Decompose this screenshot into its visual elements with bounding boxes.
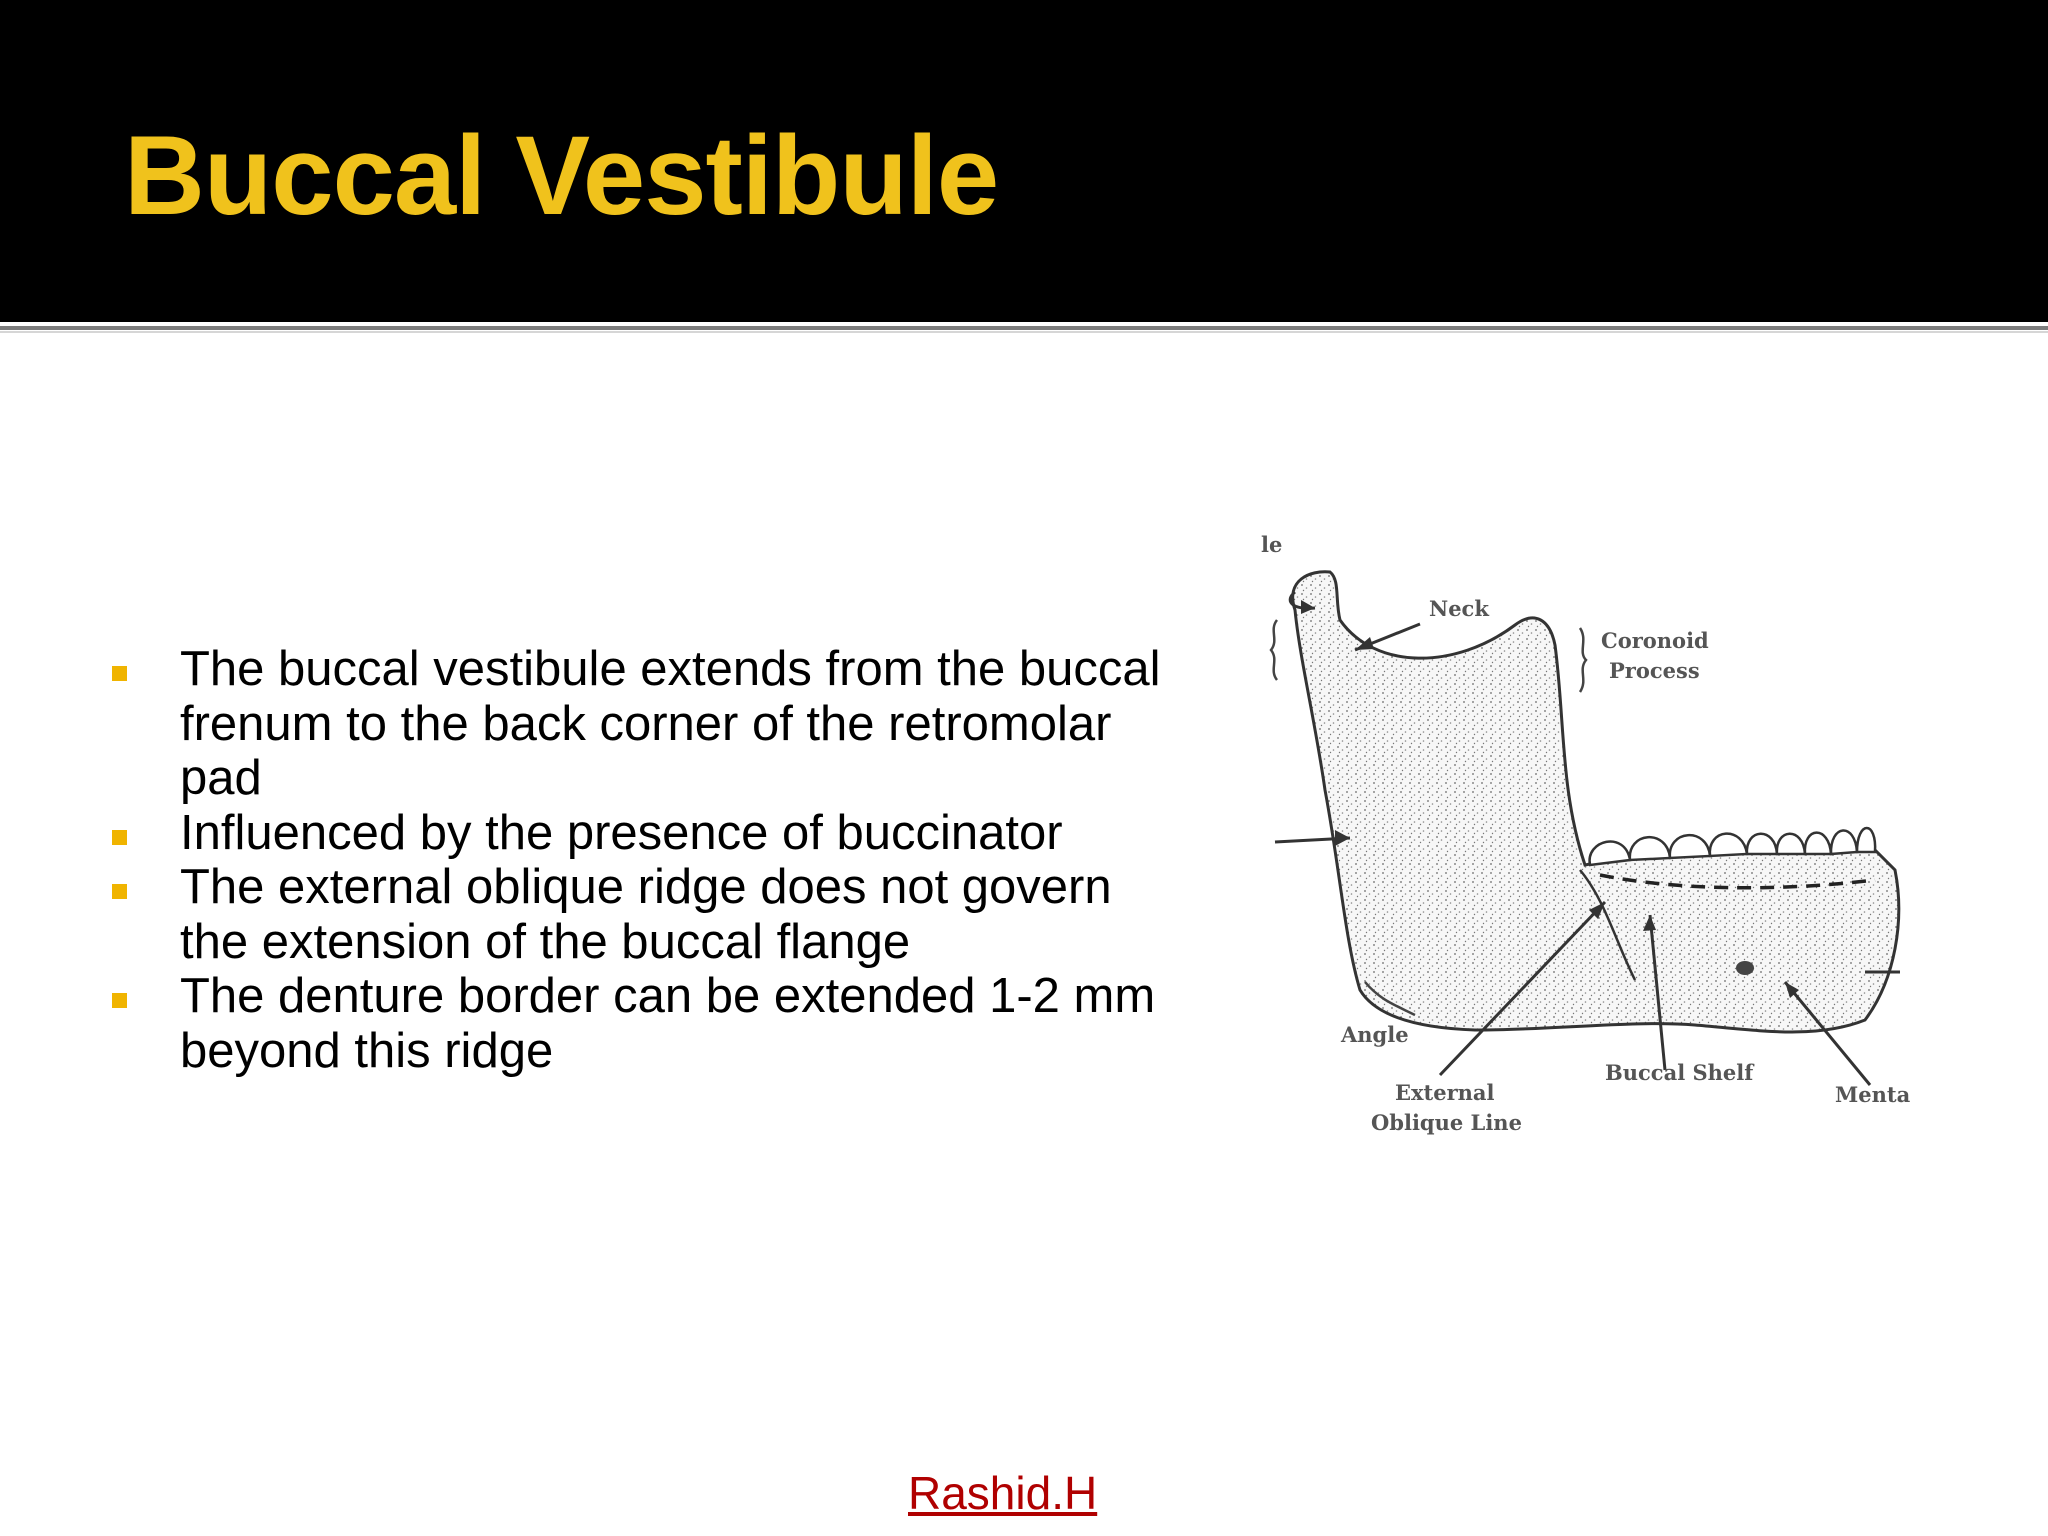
label-buccal-shelf: Buccal Shelf	[1605, 1060, 1754, 1085]
label-external-2: Oblique Line	[1371, 1110, 1522, 1135]
bullet-marker-icon	[112, 666, 127, 681]
label-coronoid-1: Coronoid	[1601, 628, 1709, 653]
bullet-text: The denture border can be extended 1-2 mm beyond this ridge	[180, 969, 1156, 1078]
author-link[interactable]: Rashid.H	[908, 1467, 1098, 1519]
bullet-marker-icon	[112, 830, 127, 845]
bullet-list	[0, 642, 1180, 1078]
title-divider	[0, 326, 2048, 330]
label-angle: Angle	[1341, 1022, 1409, 1047]
bullet-marker-icon	[112, 993, 127, 1008]
title-divider-shadow	[0, 331, 2048, 333]
bullet-item	[0, 860, 1180, 969]
label-cut: le	[1261, 532, 1283, 557]
bullet-item	[0, 969, 1180, 1078]
label-neck: Neck	[1429, 596, 1489, 621]
label-coronoid-2: Process	[1609, 658, 1700, 683]
bullet-item	[0, 642, 1180, 806]
bullet-item	[0, 806, 1180, 861]
slide-title: Buccal Vestibule	[124, 113, 999, 238]
mandible-illustration	[1255, 520, 1915, 1140]
mandible-shape	[1293, 572, 1899, 1032]
bullet-text: Influenced by the presence of buccinator	[180, 805, 1063, 860]
bullet-text: The buccal vestibule extends from the buccal frenum to the back corner of the retromolar pad	[180, 642, 1161, 805]
label-external-1: External	[1395, 1080, 1495, 1105]
label-mental: Menta	[1835, 1082, 1911, 1107]
bullet-marker-icon	[112, 884, 127, 899]
bullet-text: The external oblique ridge does not govern the extension of the buccal flange	[180, 860, 1112, 969]
mandible-diagram	[1255, 520, 1915, 1140]
title-bar	[0, 0, 2048, 322]
